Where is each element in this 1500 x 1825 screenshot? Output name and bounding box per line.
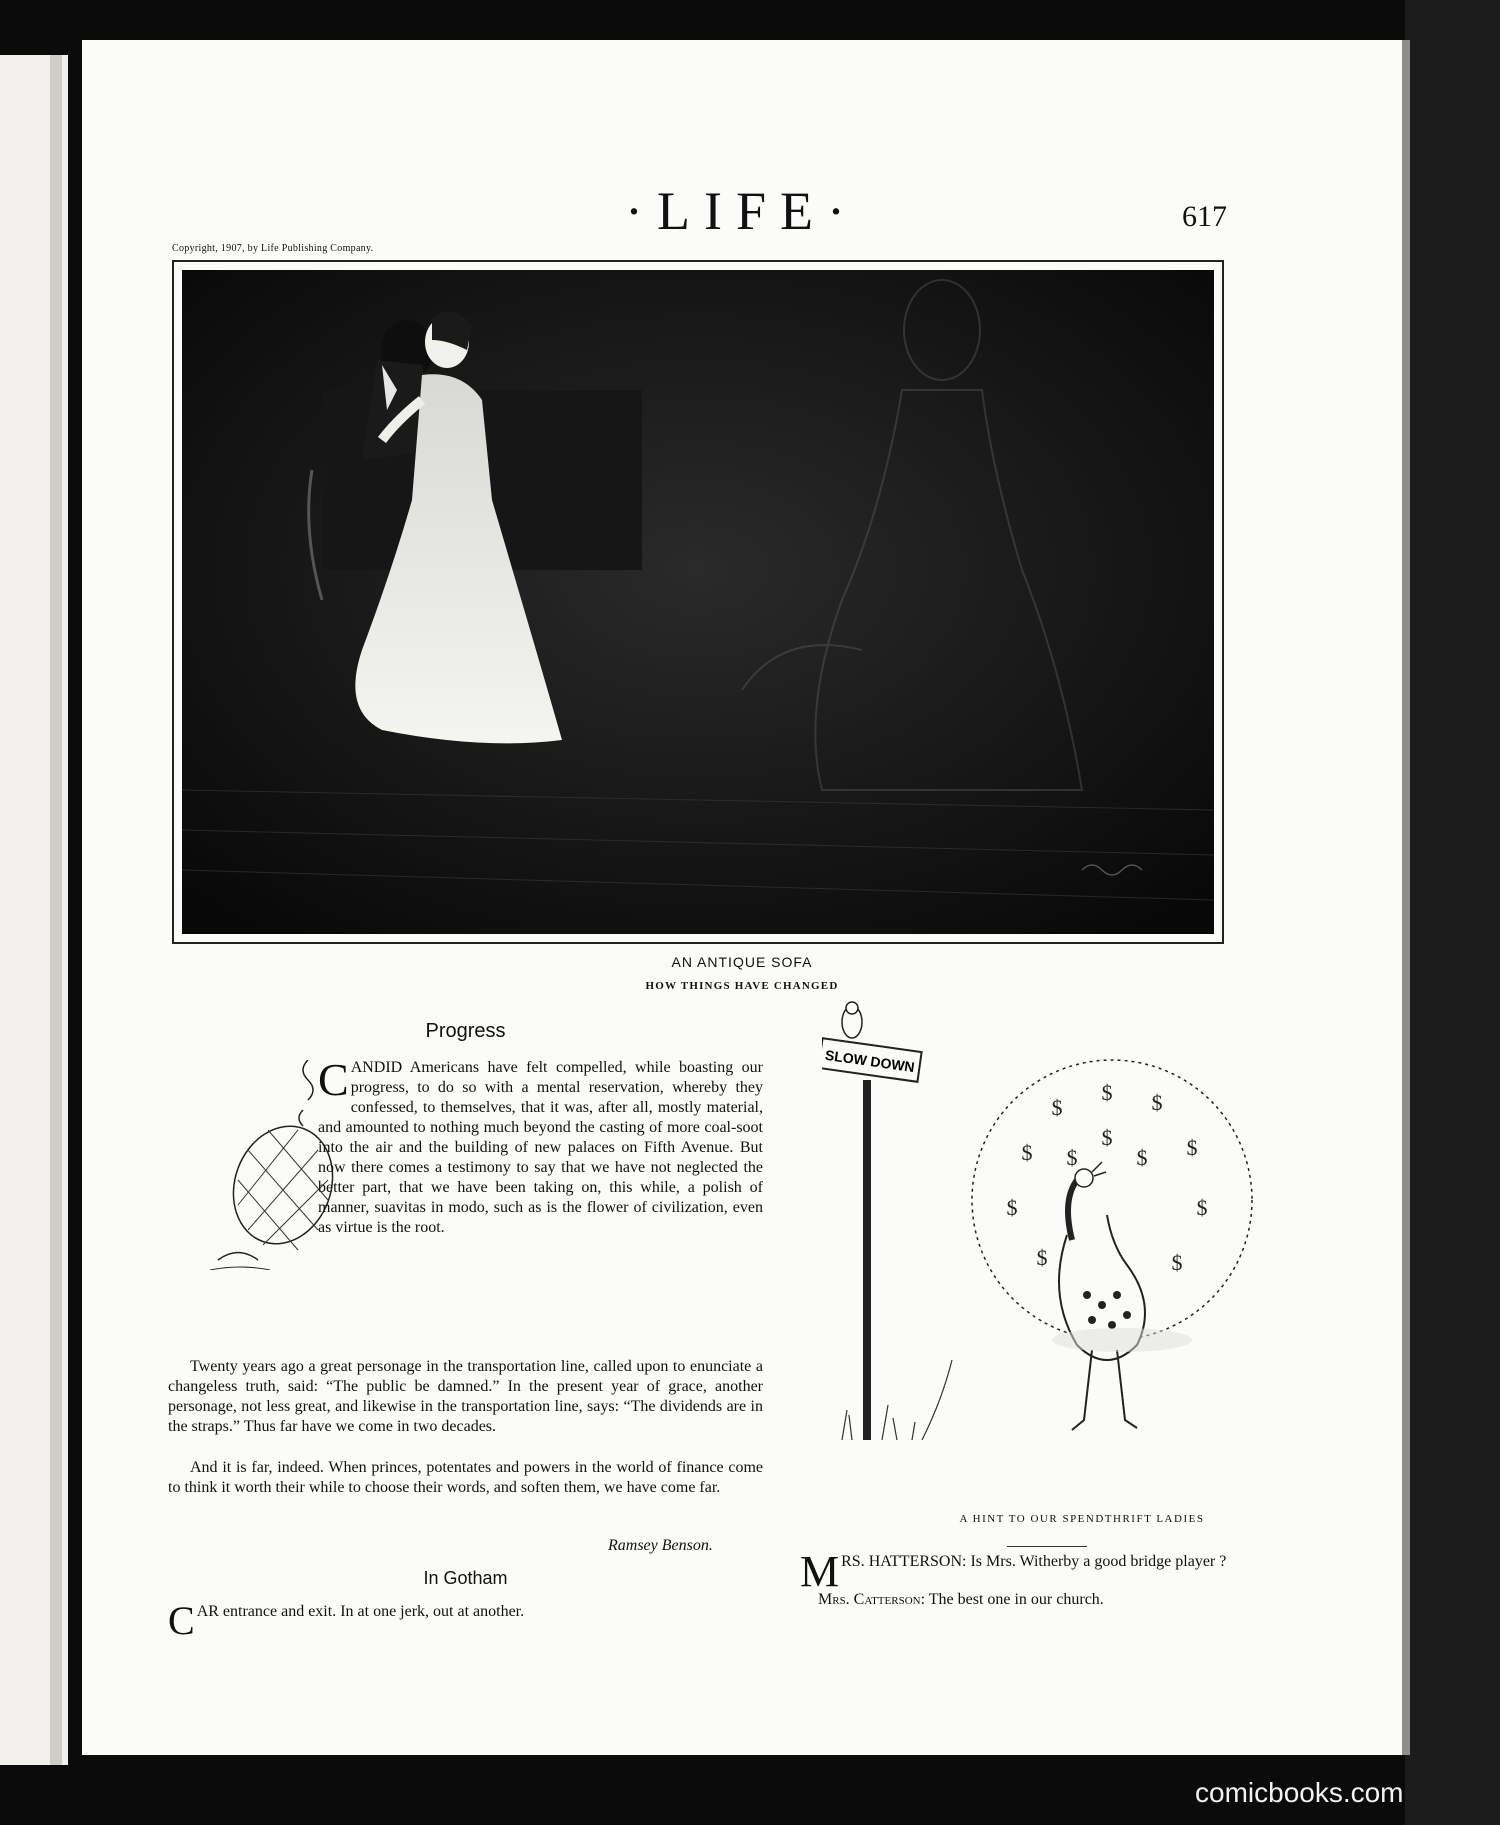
scan-right-edge xyxy=(1405,0,1500,1825)
illustration-drawing xyxy=(182,270,1214,934)
drop-cap: C xyxy=(318,1054,349,1105)
section-rule xyxy=(1007,1546,1087,1547)
svg-text:$: $ xyxy=(1171,1250,1183,1275)
speaker-catterson: Mrs. Catterson xyxy=(818,1591,921,1608)
drop-cap: M xyxy=(800,1547,840,1596)
page-number: 617 xyxy=(1182,200,1227,233)
bridge-dialogue xyxy=(800,1547,1310,1610)
dialogue-line-1: MRS. HATTERSON: Is Mrs. Witherby a good bridge player ? xyxy=(800,1547,1227,1596)
cartoon-caption: A HINT TO OUR SPENDTHRIFT LADIES xyxy=(959,1513,1205,1525)
svg-text:$: $ xyxy=(1006,1195,1018,1220)
progress-paragraph-2: Twenty years ago a great personage in the transportation line, called upon to enunciate a changeless truth, said: “The public be damned.” In the present year of grace, another personage, not less great, and likewise in the transportation line, says: “The dividends are in the straps.” Thus far have we come in two decades. xyxy=(168,1358,763,1435)
copyright-line: Copyright, 1907, by Life Publishing Company. xyxy=(172,243,374,254)
page-edge xyxy=(1402,40,1410,1755)
svg-text:$: $ xyxy=(1196,1195,1208,1220)
author-signature: Ramsey Benson. xyxy=(608,1537,713,1554)
svg-text:$: $ xyxy=(1021,1140,1033,1165)
gotham-title: In Gotham xyxy=(423,1568,508,1588)
svg-text:$: $ xyxy=(1186,1135,1198,1160)
illustration-subcaption: HOW THINGS HAVE CHANGED xyxy=(645,980,839,992)
magazine-page xyxy=(82,40,1402,1755)
svg-text:$: $ xyxy=(1151,1090,1163,1115)
svg-text:$: $ xyxy=(1101,1125,1113,1150)
svg-text:$: $ xyxy=(1066,1145,1078,1170)
svg-text:$: $ xyxy=(1051,1095,1063,1120)
watermark-text: comicbooks.com xyxy=(1195,1777,1404,1808)
slow-down-sign: SLOW DOWN xyxy=(824,1046,916,1076)
antique-sofa-illustration xyxy=(172,260,1224,944)
illustration-caption: AN ANTIQUE SOFA xyxy=(671,954,813,970)
svg-text:$: $ xyxy=(1136,1145,1148,1170)
dialogue-line-2: Mrs. Catterson: The best one in our church. xyxy=(818,1591,1104,1608)
drop-cap: C xyxy=(168,1598,195,1643)
progress-title: Progress xyxy=(425,1020,506,1042)
gotham-paragraph: C AR entrance and exit. In at one jerk, out at another. xyxy=(168,1598,525,1643)
masthead: ·LIFE· xyxy=(625,181,859,241)
peacock-cartoon xyxy=(822,1000,1342,1500)
speaker-hatterson: RS. HATTERSON xyxy=(841,1553,963,1570)
svg-text:$: $ xyxy=(1036,1245,1048,1270)
progress-paragraph-3: And it is far, indeed. When princes, potentates and powers in the world of finance come to think it worth their while to choose their words, and soften them, we have come far. xyxy=(168,1459,763,1496)
left-page-gutter xyxy=(50,55,62,1765)
svg-text:$: $ xyxy=(1101,1080,1113,1105)
progress-paragraph-1: C ANDID Americans have felt compelled, while boasting our progress, to do so with a mental reservation, whereby they confessed, to themselves, that it was, after all, mostly material, and amounted to nothing much beyond the casting of more coal-soot into the air and the building of new palaces on Fifth Avenue. But now there comes a testimony to say that we have not neglected the better part, that we have been taking on, this while, a polish of manner, suavitas in modo, such as is the flower of civilization, even as virtue is the root. xyxy=(318,1054,763,1236)
